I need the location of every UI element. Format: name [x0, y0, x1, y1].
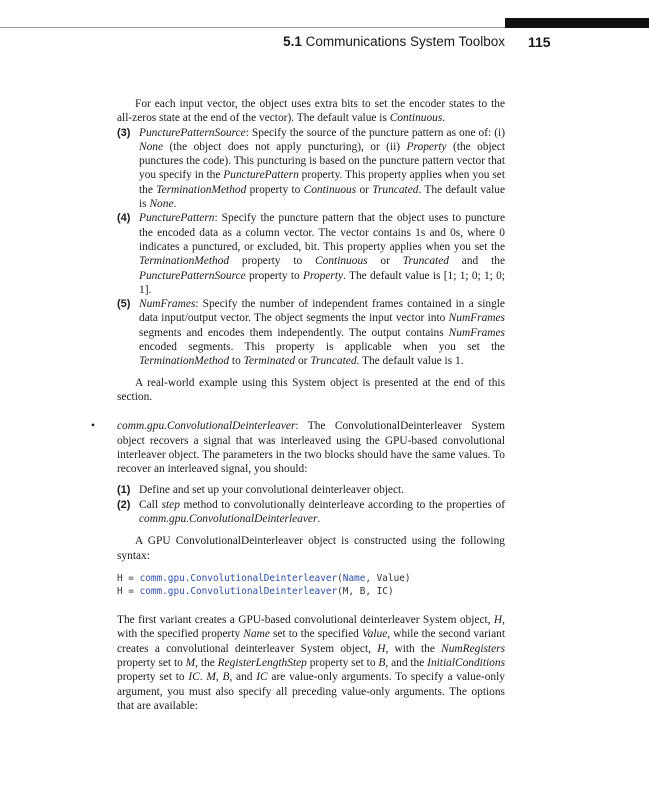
code-keyword: Name: [342, 572, 366, 584]
text: The first variant creates a GPU-based convolutional deinterleaver System object,: [117, 614, 494, 627]
text: segments and encodes them independently. The output contains: [139, 326, 449, 339]
paragraph-continue: [117, 97, 505, 126]
italic-term: Continuous: [389, 112, 443, 125]
text: , while the second variant creates a convolutional deinterleaver System object,: [117, 628, 506, 655]
italic-term: step: [161, 498, 180, 511]
section-number: 5.1: [283, 34, 302, 49]
italic-term: PuncturePattern: [223, 169, 299, 182]
text: : Specify the number of independent frames contained in a single data input/output vector. The object segments the input vector into: [139, 298, 505, 325]
code-line-2: [117, 586, 505, 599]
italic-term: InitialConditions: [427, 656, 505, 669]
italic-term: Continuous: [315, 255, 368, 268]
code-function: comm.gpu.ConvolutionalDeinterleaver: [139, 585, 338, 597]
text: . The default value is 1.: [356, 355, 464, 368]
text: method to convolutionally deinterleave according to the properties of: [179, 498, 505, 511]
code-line-1: [117, 573, 505, 586]
italic-term: Terminated: [243, 355, 296, 368]
code-text: (: [337, 572, 343, 584]
italic-term: NumFrames: [448, 312, 505, 325]
item-number: (2): [117, 498, 131, 511]
text: property set to: [117, 671, 189, 684]
paragraph-syntax: A GPU ConvolutionalDeinterleaver object is constructed using the following syntax:: [117, 535, 505, 562]
text: to: [229, 355, 244, 368]
text: encoded segments. This property is applicable when you set the: [139, 341, 505, 354]
item-number: (1): [117, 484, 131, 497]
text: or: [367, 255, 403, 268]
text: , with the: [385, 642, 442, 655]
text: , the: [195, 656, 218, 669]
text: , and: [229, 671, 257, 684]
property-item-5: [117, 297, 505, 368]
code-text: , Value): [365, 572, 411, 584]
italic-term: B: [222, 671, 230, 684]
italic-term: Truncated: [310, 355, 357, 368]
text: are value-only arguments. To specify a value-only argument, you must also specify all preceding value-only arguments. The options that are available:: [117, 671, 505, 712]
italic-term: Name: [243, 628, 270, 641]
step-item-2: [117, 498, 505, 527]
item-number: (5): [117, 298, 131, 311]
text: . The default value is [1; 1; 0; 1; 0; 1].: [139, 269, 505, 296]
section-title: Communications System Toolbox: [305, 34, 505, 49]
italic-term: TerminationMethod: [139, 255, 230, 268]
italic-term: H: [377, 642, 386, 655]
text: (the object does not apply puncturing), or (ii): [163, 140, 407, 153]
item-number: (3): [117, 126, 131, 139]
italic-term: Value: [361, 628, 388, 641]
bullet-paragraph: [117, 419, 505, 476]
bullet-symbol: •: [91, 420, 95, 433]
italic-term: Property: [303, 269, 344, 282]
italic-term: NumFrames: [448, 326, 505, 339]
code-text: (M, B, IC): [337, 585, 394, 597]
step-item-1: [117, 483, 505, 497]
italic-term: H: [493, 614, 503, 627]
property-name: PuncturePatternSource: [139, 126, 246, 139]
text: (the object punctures the code). This puncturing is based on the puncture pattern vector that you specify in the: [139, 140, 505, 182]
object-name: comm.gpu.ConvolutionalDeinterleaver: [117, 420, 296, 433]
code-block: [117, 573, 505, 598]
text: For each input vector, the object uses extra bits to set the encoder states to the all-zeros state at the end of the vector). The default value is: [117, 98, 505, 125]
text: and the: [448, 255, 506, 268]
italic-term: RegisterLengthStep: [217, 656, 307, 669]
text: property to: [246, 183, 304, 196]
paragraph-final: [117, 613, 505, 713]
text: or: [356, 183, 373, 196]
italic-term: NumRegisters: [441, 642, 506, 655]
italic-term: IC: [256, 671, 268, 684]
text: set to the specified: [269, 628, 362, 641]
text: property to: [245, 269, 304, 282]
text: : Specify the source of the puncture pattern as one of: (i): [245, 126, 505, 139]
text: .: [442, 112, 446, 125]
text: property. This property applies when you set the: [139, 169, 505, 196]
page-number: 115: [528, 34, 551, 50]
text: ,: [215, 671, 223, 684]
italic-term: Continuous: [303, 183, 357, 196]
italic-term: TerminationMethod: [139, 355, 230, 368]
italic-term: None: [139, 140, 164, 153]
code-text: H =: [117, 572, 140, 584]
code-text: H =: [117, 585, 140, 597]
property-name: NumFrames: [139, 298, 196, 311]
steps-list: [117, 483, 505, 526]
italic-term: Truncated: [402, 255, 449, 268]
italic-term: PuncturePatternSource: [139, 269, 246, 282]
running-header: [0, 34, 649, 52]
text: .: [317, 513, 321, 526]
item-number: (4): [117, 212, 131, 225]
header-bar: [505, 18, 649, 28]
text: , with the specified property: [117, 614, 505, 641]
text: . The default value is: [139, 183, 506, 211]
text: Define and set up your convolutional deinterleaver object.: [139, 484, 405, 497]
italic-term: comm.gpu.ConvolutionalDeinterleaver: [139, 513, 318, 526]
page-body: [91, 97, 506, 713]
section-heading: [283, 34, 505, 49]
italic-term: IC: [188, 671, 200, 684]
italic-term: Property: [406, 140, 447, 153]
paragraph-example: A real-world example using this System object is presented at the end of this section.: [117, 376, 505, 403]
italic-term: B: [378, 656, 386, 669]
text: .: [199, 671, 207, 684]
italic-term: M: [206, 671, 216, 684]
property-item-3: [117, 126, 505, 212]
property-item-4: [117, 211, 505, 297]
text: property set to: [306, 656, 379, 669]
bullet-deinterleaver: [91, 419, 505, 476]
text: property to: [229, 255, 316, 268]
text: or: [295, 355, 311, 368]
code-function: comm.gpu.ConvolutionalDeinterleaver: [139, 572, 338, 584]
italic-term: M: [185, 656, 196, 669]
property-name: PuncturePattern: [139, 212, 215, 225]
italic-term: TerminationMethod: [156, 183, 247, 196]
italic-term: None: [149, 198, 174, 211]
text: .: [173, 198, 177, 211]
text: : Specify the puncture pattern that the object uses to puncture the encoded data as a column vector. The vector contains 1s and 0s, where 0 indicates a punctured, or excluded, bit. This property applies when you set the: [139, 212, 505, 253]
text: Call: [139, 498, 162, 511]
text: , and the: [385, 656, 428, 669]
text: : The ConvolutionalDeinterleaver System object recovers a signal that was interleaved using the GPU-based convolutional interleaver object. The parameters in the two blocks should have the same values. To recover an interleaved signal, you should:: [117, 420, 505, 476]
text: property set to: [117, 656, 186, 669]
italic-term: Truncated: [372, 183, 419, 196]
